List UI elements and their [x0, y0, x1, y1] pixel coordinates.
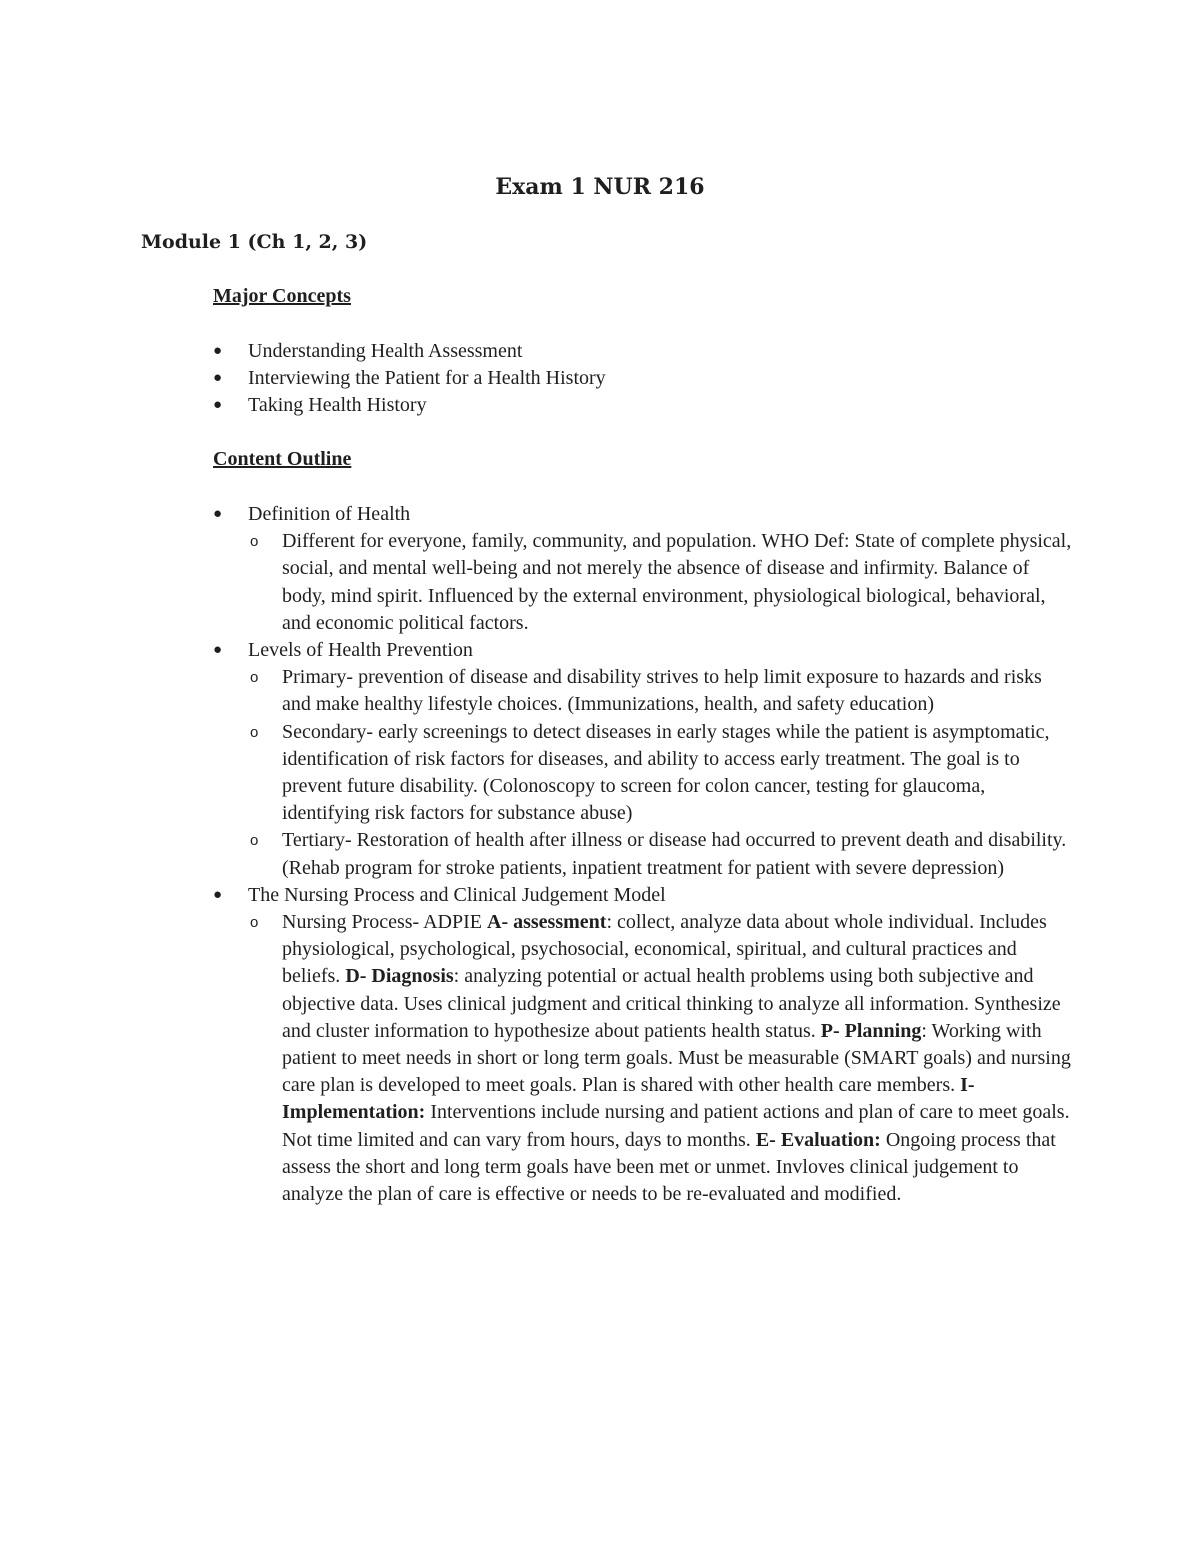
- major-concepts-heading: Major Concepts: [213, 285, 351, 307]
- sub-list-item-text: Tertiary- Restoration of health after illness or disease had occurred to prevent death and disability. (Rehab program for stroke patients, inpatient treatment for patient with severe depression): [282, 829, 1067, 879]
- content-outline-heading: Content Outline: [213, 448, 352, 470]
- bullet-icon: ●: [213, 397, 223, 414]
- hollow-bullet-icon: o: [250, 669, 259, 687]
- list-item-text: Levels of Health Prevention: [248, 639, 473, 662]
- planning-term: P- Planning: [820, 1019, 922, 1042]
- bullet-icon: ●: [213, 370, 223, 387]
- hollow-bullet-icon: o: [250, 832, 259, 850]
- sub-list-item-text: Primary- prevention of disease and disability strives to help limit exposure to hazards and risks and make healthy lifestyle choices. (Immunizations, health, and safety education): [282, 666, 1042, 716]
- sub-list-item-text: Secondary- early screenings to detect diseases in early stages while the patient is asymptomatic, identification of risk factors for diseases, and ability to access early treatment. The goal is to prevent future disability. (Colonoscopy to screen for colon cancer, testing for glaucoma, identifying risk factors for substance abuse): [282, 720, 1050, 825]
- list-item: [213, 338, 1073, 365]
- bullet-icon: ●: [213, 343, 223, 359]
- list-item: [213, 365, 1073, 392]
- evaluation-desc: Ongoing process that assess the short and long term goals have been met or unmet. Invloves clinical judgement to analyze the plan of care is effective or needs to be re-evaluated and modified.: [282, 1128, 1056, 1206]
- content-outline-list: [213, 501, 1073, 1208]
- bullet-icon: ●: [213, 506, 223, 522]
- sub-list-item: [248, 528, 1072, 637]
- list-item-text: Taking Health History: [248, 394, 427, 417]
- evaluation-term: E- Evaluation:: [755, 1128, 881, 1151]
- list-item: [213, 501, 1073, 637]
- nursing-process-text: [282, 911, 1071, 1205]
- bullet-icon: ●: [213, 886, 223, 903]
- document-title: Exam 1 NUR 216: [495, 174, 705, 200]
- hollow-bullet-icon: o: [250, 533, 259, 551]
- bullet-icon: ●: [213, 642, 223, 659]
- list-item-text: The Nursing Process and Clinical Judgement Model: [248, 883, 666, 906]
- diagnosis-desc: : analyzing potential or actual health problems using both subjective and objective data. Uses clinical judgment and critical thinking to analyze all information. Synthesize and cluster information to hypothesize about patients health status.: [282, 965, 1061, 1042]
- hollow-bullet-icon: o: [250, 914, 259, 932]
- sub-list: [248, 909, 1073, 1208]
- sub-list-item: [248, 719, 1072, 828]
- assessment-desc: : collect, analyze data about whole individual. Includes physiological, psychological, psychosocial, economical, spiritual, and cultural practices and beliefs.: [282, 911, 1047, 988]
- sub-list-item: [248, 909, 1072, 1208]
- diagnosis-term: D- Diagnosis: [345, 965, 454, 988]
- sub-list-item: [248, 664, 1072, 718]
- list-item: [213, 637, 1073, 882]
- module-heading: Module 1 (Ch 1, 2, 3): [141, 231, 368, 253]
- list-item-text: Understanding Health Assessment: [248, 340, 523, 362]
- hollow-bullet-icon: o: [250, 723, 259, 741]
- planning-desc: : Working with patient to meet needs in short or long term goals. Must be measurable (SMART goals) and nursing care plan is developed to meet goals. Plan is shared with other health care members.: [282, 1019, 1071, 1097]
- list-item-text: Interviewing the Patient for a Health History: [248, 367, 606, 390]
- implementation-term: I- Implementation:: [282, 1074, 975, 1124]
- nursing-process-intro: Nursing Process- ADPIE: [282, 911, 487, 934]
- list-item: [213, 392, 1073, 419]
- sub-list-item-text: Different for everyone, family, community, and population. WHO Def: State of complete physical, social, and mental well-being and not merely the absence of disease and infirmity. Balance of body, mind spirit. Influenced by the external environment, physiological biological, behavioral, and economic political factors.: [282, 530, 1072, 634]
- major-concepts-list: [213, 338, 1073, 420]
- sub-list: [248, 664, 1073, 882]
- sub-list-item: [248, 827, 1072, 881]
- list-item: [213, 882, 1073, 1208]
- list-item-text: Definition of Health: [248, 503, 411, 525]
- sub-list: [248, 528, 1073, 637]
- implementation-desc: Interventions include nursing and patient actions and plan of care to meet goals. Not time limited and can vary from hours, days to months.: [282, 1101, 1070, 1151]
- assessment-term: A- assessment: [487, 911, 607, 934]
